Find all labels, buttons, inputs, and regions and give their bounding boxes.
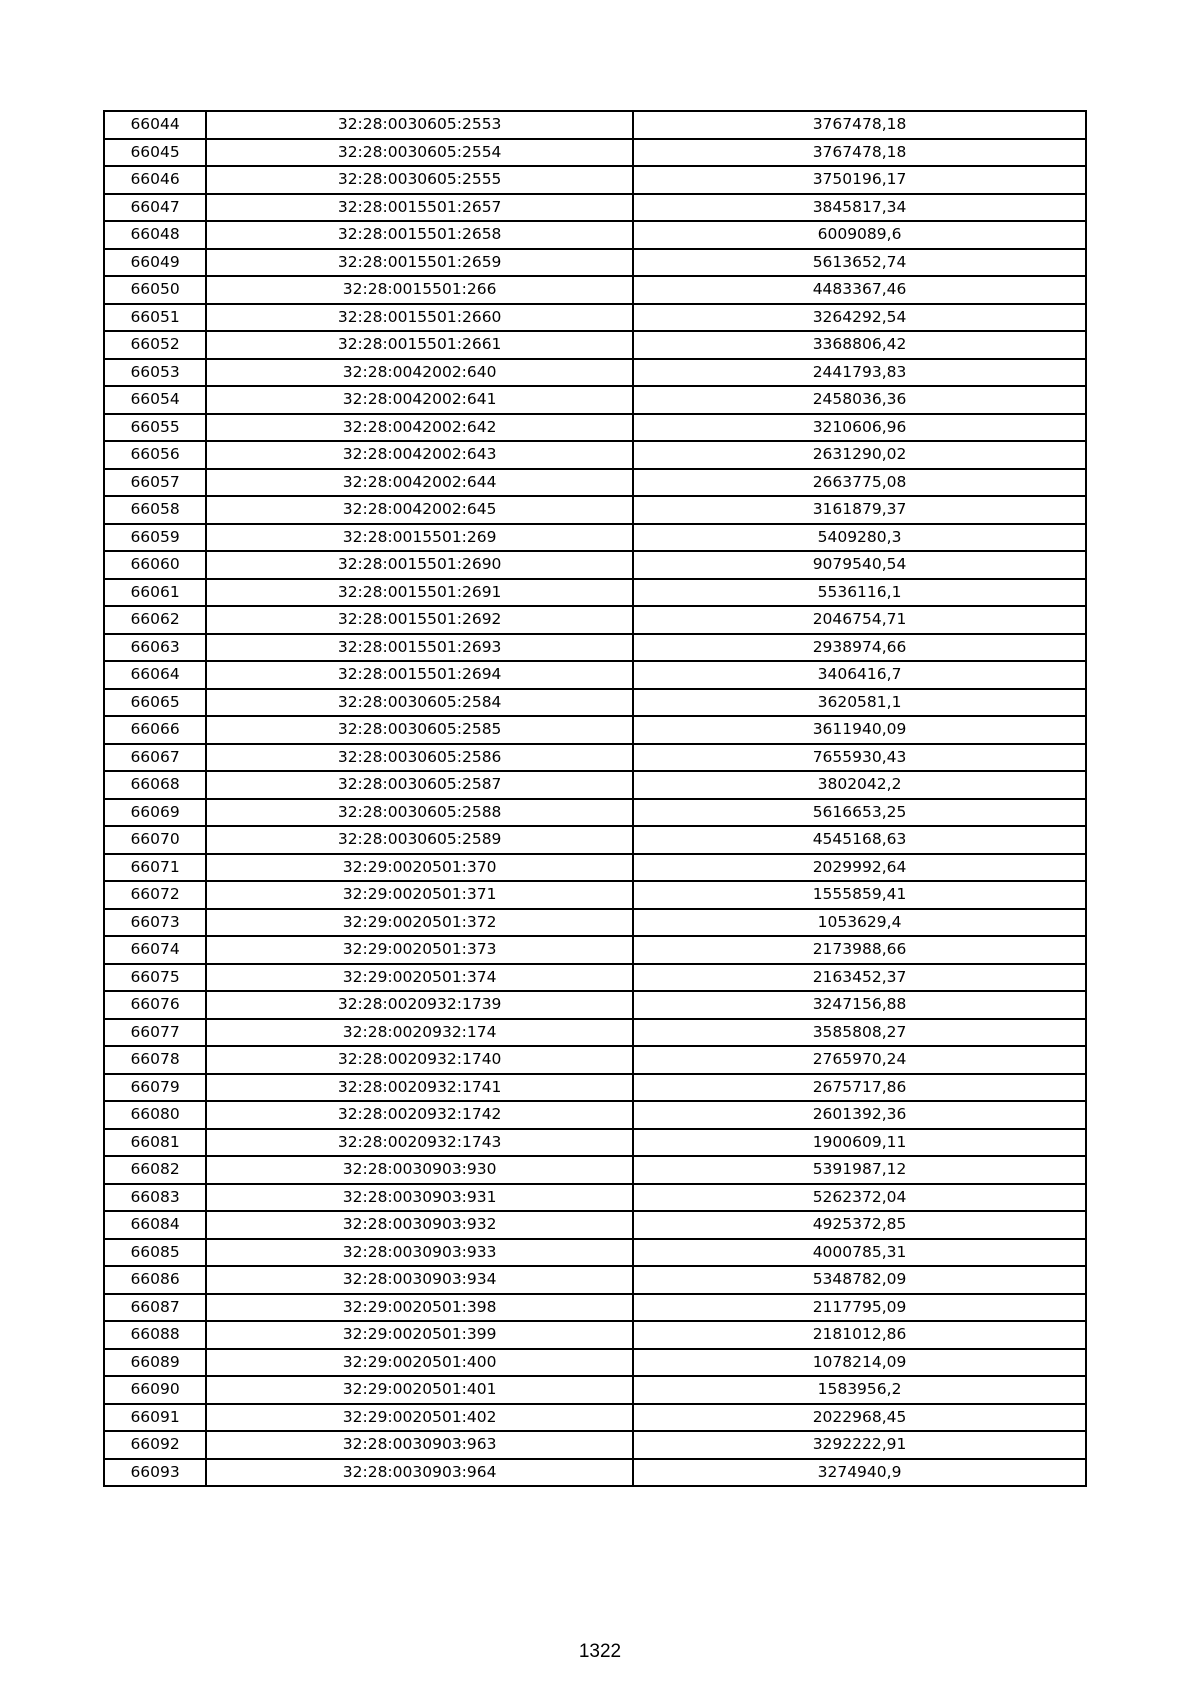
cadastral-number-cell: 32:28:0030903:964 xyxy=(206,1459,633,1487)
cadastral-number-cell: 32:28:0030605:2555 xyxy=(206,166,633,194)
row-number-cell: 66054 xyxy=(104,386,206,414)
cadastral-number-cell: 32:28:0015501:2660 xyxy=(206,304,633,332)
cadastral-value-cell: 2675717,86 xyxy=(633,1074,1086,1102)
row-number-cell: 66076 xyxy=(104,991,206,1019)
page-number: 1322 xyxy=(578,1641,622,1662)
cadastral-number-cell: 32:28:0030903:930 xyxy=(206,1156,633,1184)
table-row xyxy=(104,1129,1086,1157)
table-row xyxy=(104,909,1086,937)
row-number-cell: 66080 xyxy=(104,1101,206,1129)
cadastral-value-cell: 3264292,54 xyxy=(633,304,1086,332)
cadastral-value-cell: 3161879,37 xyxy=(633,496,1086,524)
row-number-cell: 66061 xyxy=(104,579,206,607)
row-number-cell: 66069 xyxy=(104,799,206,827)
table-row xyxy=(104,441,1086,469)
cadastral-value-cell: 2117795,09 xyxy=(633,1294,1086,1322)
cadastral-value-cell: 2601392,36 xyxy=(633,1101,1086,1129)
cadastral-number-cell: 32:28:0020932:1743 xyxy=(206,1129,633,1157)
cadastral-value-cell: 2631290,02 xyxy=(633,441,1086,469)
cadastral-number-cell: 32:29:0020501:370 xyxy=(206,854,633,882)
cadastral-value-cell: 4545168,63 xyxy=(633,826,1086,854)
table-row xyxy=(104,1211,1086,1239)
cadastral-value-cell: 3767478,18 xyxy=(633,111,1086,139)
cadastral-value-cell: 4000785,31 xyxy=(633,1239,1086,1267)
cadastral-number-cell: 32:28:0015501:2694 xyxy=(206,661,633,689)
cadastral-value-cell: 5409280,3 xyxy=(633,524,1086,552)
table-row xyxy=(104,386,1086,414)
cadastral-value-cell: 5348782,09 xyxy=(633,1266,1086,1294)
cadastral-value-cell: 6009089,6 xyxy=(633,221,1086,249)
row-number-cell: 66051 xyxy=(104,304,206,332)
cadastral-number-cell: 32:28:0020932:1742 xyxy=(206,1101,633,1129)
row-number-cell: 66088 xyxy=(104,1321,206,1349)
row-number-cell: 66060 xyxy=(104,551,206,579)
row-number-cell: 66053 xyxy=(104,359,206,387)
row-number-cell: 66090 xyxy=(104,1376,206,1404)
row-number-cell: 66093 xyxy=(104,1459,206,1487)
cadastral-number-cell: 32:28:0030605:2585 xyxy=(206,716,633,744)
cadastral-value-cell: 2029992,64 xyxy=(633,854,1086,882)
row-number-cell: 66055 xyxy=(104,414,206,442)
cadastral-value-cell: 2458036,36 xyxy=(633,386,1086,414)
cadastral-value-cell: 9079540,54 xyxy=(633,551,1086,579)
row-number-cell: 66067 xyxy=(104,744,206,772)
row-number-cell: 66045 xyxy=(104,139,206,167)
table-row xyxy=(104,249,1086,277)
table-row xyxy=(104,194,1086,222)
row-number-cell: 66059 xyxy=(104,524,206,552)
table-row xyxy=(104,304,1086,332)
table-row xyxy=(104,551,1086,579)
cadastral-number-cell: 32:28:0030605:2584 xyxy=(206,689,633,717)
cadastral-value-cell: 1583956,2 xyxy=(633,1376,1086,1404)
table-row xyxy=(104,716,1086,744)
row-number-cell: 66087 xyxy=(104,1294,206,1322)
cadastral-number-cell: 32:28:0042002:645 xyxy=(206,496,633,524)
cadastral-number-cell: 32:29:0020501:399 xyxy=(206,1321,633,1349)
cadastral-number-cell: 32:29:0020501:374 xyxy=(206,964,633,992)
table-row xyxy=(104,964,1086,992)
cadastral-number-cell: 32:28:0030605:2586 xyxy=(206,744,633,772)
table-row xyxy=(104,1266,1086,1294)
cadastral-number-cell: 32:28:0015501:269 xyxy=(206,524,633,552)
cadastral-value-cell: 3368806,42 xyxy=(633,331,1086,359)
cadastral-value-cell: 5536116,1 xyxy=(633,579,1086,607)
table-row xyxy=(104,991,1086,1019)
cadastral-number-cell: 32:29:0020501:372 xyxy=(206,909,633,937)
cadastral-value-cell: 2173988,66 xyxy=(633,936,1086,964)
cadastral-number-cell: 32:28:0042002:641 xyxy=(206,386,633,414)
cadastral-value-cell: 2181012,86 xyxy=(633,1321,1086,1349)
table-row xyxy=(104,771,1086,799)
table-row xyxy=(104,1239,1086,1267)
cadastral-number-cell: 32:28:0020932:1739 xyxy=(206,991,633,1019)
row-number-cell: 66057 xyxy=(104,469,206,497)
cadastral-number-cell: 32:28:0030605:2554 xyxy=(206,139,633,167)
row-number-cell: 66083 xyxy=(104,1184,206,1212)
cadastral-number-cell: 32:28:0030605:2553 xyxy=(206,111,633,139)
cadastral-value-cell: 5262372,04 xyxy=(633,1184,1086,1212)
table-row xyxy=(104,1046,1086,1074)
cadastral-value-cell: 3292222,91 xyxy=(633,1431,1086,1459)
cadastral-value-cell: 3274940,9 xyxy=(633,1459,1086,1487)
row-number-cell: 66077 xyxy=(104,1019,206,1047)
row-number-cell: 66078 xyxy=(104,1046,206,1074)
cadastral-value-cell: 3611940,09 xyxy=(633,716,1086,744)
cadastral-number-cell: 32:29:0020501:371 xyxy=(206,881,633,909)
row-number-cell: 66070 xyxy=(104,826,206,854)
row-number-cell: 66074 xyxy=(104,936,206,964)
table-row xyxy=(104,634,1086,662)
cadastral-number-cell: 32:28:0030903:932 xyxy=(206,1211,633,1239)
row-number-cell: 66062 xyxy=(104,606,206,634)
table-row xyxy=(104,744,1086,772)
row-number-cell: 66086 xyxy=(104,1266,206,1294)
cadastral-value-cell: 4483367,46 xyxy=(633,276,1086,304)
table-row xyxy=(104,936,1086,964)
row-number-cell: 66082 xyxy=(104,1156,206,1184)
cadastral-number-cell: 32:28:0015501:2657 xyxy=(206,194,633,222)
cadastral-number-cell: 32:28:0030605:2588 xyxy=(206,799,633,827)
table-row xyxy=(104,331,1086,359)
row-number-cell: 66084 xyxy=(104,1211,206,1239)
row-number-cell: 66064 xyxy=(104,661,206,689)
cadastral-value-cell: 5616653,25 xyxy=(633,799,1086,827)
cadastral-number-cell: 32:29:0020501:398 xyxy=(206,1294,633,1322)
table-row xyxy=(104,1459,1086,1487)
table-row xyxy=(104,579,1086,607)
cadastral-value-cell: 3247156,88 xyxy=(633,991,1086,1019)
table-row xyxy=(104,661,1086,689)
table-row xyxy=(104,1156,1086,1184)
cadastral-value-cell: 1078214,09 xyxy=(633,1349,1086,1377)
row-number-cell: 66044 xyxy=(104,111,206,139)
table-row xyxy=(104,276,1086,304)
table-row xyxy=(104,1404,1086,1432)
cadastral-value-cell: 1900609,11 xyxy=(633,1129,1086,1157)
cadastral-number-cell: 32:28:0030903:963 xyxy=(206,1431,633,1459)
table-row xyxy=(104,1074,1086,1102)
table-row xyxy=(104,496,1086,524)
table-row xyxy=(104,1101,1086,1129)
cadastral-number-cell: 32:28:0030605:2587 xyxy=(206,771,633,799)
cadastral-number-cell: 32:28:0030903:934 xyxy=(206,1266,633,1294)
table-row xyxy=(104,1376,1086,1404)
row-number-cell: 66089 xyxy=(104,1349,206,1377)
row-number-cell: 66049 xyxy=(104,249,206,277)
row-number-cell: 66072 xyxy=(104,881,206,909)
cadastral-number-cell: 32:28:0015501:2658 xyxy=(206,221,633,249)
cadastral-number-cell: 32:28:0020932:1741 xyxy=(206,1074,633,1102)
table-row xyxy=(104,1294,1086,1322)
table-row xyxy=(104,881,1086,909)
cadastral-number-cell: 32:28:0030605:2589 xyxy=(206,826,633,854)
cadastral-value-cell: 1555859,41 xyxy=(633,881,1086,909)
table-row xyxy=(104,524,1086,552)
cadastral-value-cell: 2441793,83 xyxy=(633,359,1086,387)
table-row xyxy=(104,854,1086,882)
table-row xyxy=(104,469,1086,497)
table-row xyxy=(104,799,1086,827)
cadastral-value-cell: 2046754,71 xyxy=(633,606,1086,634)
cadastral-number-cell: 32:28:0015501:2690 xyxy=(206,551,633,579)
row-number-cell: 66068 xyxy=(104,771,206,799)
row-number-cell: 66046 xyxy=(104,166,206,194)
cadastral-number-cell: 32:28:0030903:933 xyxy=(206,1239,633,1267)
cadastral-number-cell: 32:28:0015501:2659 xyxy=(206,249,633,277)
cadastral-number-cell: 32:28:0042002:642 xyxy=(206,414,633,442)
table-row xyxy=(104,826,1086,854)
table-row xyxy=(104,1184,1086,1212)
cadastral-value-cell: 4925372,85 xyxy=(633,1211,1086,1239)
row-number-cell: 66052 xyxy=(104,331,206,359)
cadastral-number-cell: 32:28:0015501:2661 xyxy=(206,331,633,359)
row-number-cell: 66063 xyxy=(104,634,206,662)
row-number-cell: 66073 xyxy=(104,909,206,937)
table-row xyxy=(104,1019,1086,1047)
row-number-cell: 66081 xyxy=(104,1129,206,1157)
table-row xyxy=(104,606,1086,634)
cadastral-value-cell: 2938974,66 xyxy=(633,634,1086,662)
cadastral-number-cell: 32:28:0020932:174 xyxy=(206,1019,633,1047)
table-row xyxy=(104,1349,1086,1377)
table-row xyxy=(104,166,1086,194)
cadastral-value-table xyxy=(103,110,1087,1487)
table-row xyxy=(104,414,1086,442)
cadastral-value-cell: 1053629,4 xyxy=(633,909,1086,937)
cadastral-value-cell: 5613652,74 xyxy=(633,249,1086,277)
row-number-cell: 66091 xyxy=(104,1404,206,1432)
cadastral-number-cell: 32:28:0042002:640 xyxy=(206,359,633,387)
table-row xyxy=(104,139,1086,167)
cadastral-number-cell: 32:28:0020932:1740 xyxy=(206,1046,633,1074)
cadastral-value-cell: 3767478,18 xyxy=(633,139,1086,167)
cadastral-value-cell: 2163452,37 xyxy=(633,964,1086,992)
cadastral-number-cell: 32:28:0042002:643 xyxy=(206,441,633,469)
row-number-cell: 66085 xyxy=(104,1239,206,1267)
table-row xyxy=(104,1431,1086,1459)
cadastral-number-cell: 32:29:0020501:400 xyxy=(206,1349,633,1377)
cadastral-number-cell: 32:28:0015501:266 xyxy=(206,276,633,304)
row-number-cell: 66056 xyxy=(104,441,206,469)
cadastral-value-cell: 2022968,45 xyxy=(633,1404,1086,1432)
cadastral-value-cell: 2765970,24 xyxy=(633,1046,1086,1074)
cadastral-number-cell: 32:28:0015501:2692 xyxy=(206,606,633,634)
cadastral-value-cell: 7655930,43 xyxy=(633,744,1086,772)
row-number-cell: 66079 xyxy=(104,1074,206,1102)
row-number-cell: 66050 xyxy=(104,276,206,304)
cadastral-number-cell: 32:29:0020501:373 xyxy=(206,936,633,964)
row-number-cell: 66065 xyxy=(104,689,206,717)
row-number-cell: 66075 xyxy=(104,964,206,992)
cadastral-value-cell: 3620581,1 xyxy=(633,689,1086,717)
cadastral-value-cell: 3802042,2 xyxy=(633,771,1086,799)
cadastral-value-cell: 3210606,96 xyxy=(633,414,1086,442)
row-number-cell: 66047 xyxy=(104,194,206,222)
cadastral-number-cell: 32:28:0015501:2693 xyxy=(206,634,633,662)
row-number-cell: 66066 xyxy=(104,716,206,744)
table-body xyxy=(104,111,1086,1486)
cadastral-value-cell: 3585808,27 xyxy=(633,1019,1086,1047)
table-row xyxy=(104,111,1086,139)
cadastral-number-cell: 32:28:0030903:931 xyxy=(206,1184,633,1212)
table-row xyxy=(104,1321,1086,1349)
row-number-cell: 66071 xyxy=(104,854,206,882)
row-number-cell: 66092 xyxy=(104,1431,206,1459)
row-number-cell: 66058 xyxy=(104,496,206,524)
cadastral-value-cell: 3845817,34 xyxy=(633,194,1086,222)
table-row xyxy=(104,221,1086,249)
cadastral-number-cell: 32:28:0015501:2691 xyxy=(206,579,633,607)
cadastral-value-cell: 3406416,7 xyxy=(633,661,1086,689)
table-row xyxy=(104,689,1086,717)
cadastral-value-cell: 3750196,17 xyxy=(633,166,1086,194)
table-row xyxy=(104,359,1086,387)
cadastral-number-cell: 32:29:0020501:402 xyxy=(206,1404,633,1432)
row-number-cell: 66048 xyxy=(104,221,206,249)
cadastral-number-cell: 32:28:0042002:644 xyxy=(206,469,633,497)
cadastral-value-cell: 2663775,08 xyxy=(633,469,1086,497)
cadastral-number-cell: 32:29:0020501:401 xyxy=(206,1376,633,1404)
cadastral-value-cell: 5391987,12 xyxy=(633,1156,1086,1184)
